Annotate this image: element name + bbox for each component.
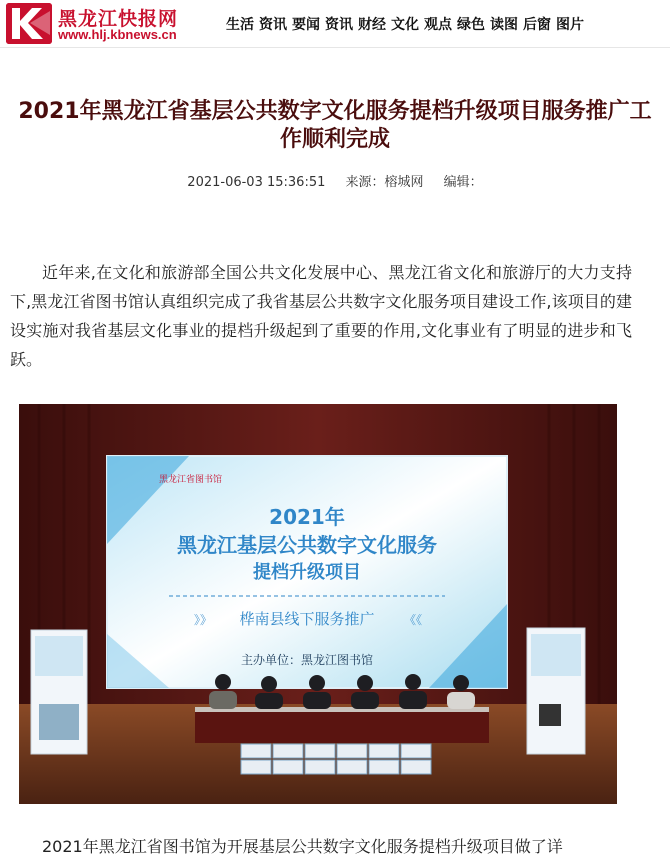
nav-item-yaowen[interactable]: 要闻 xyxy=(292,17,320,33)
event-photo-illustration xyxy=(19,404,617,804)
svg-text:《《: 《《 xyxy=(404,613,423,627)
screen-line-2: 提档升级项目 xyxy=(253,562,361,583)
article-paragraph-1: 近年来,在文化和旅游部全国公共文化发展中心、黑龙江省文化和旅游厅的大力支持下,黑龙江省图书馆认真组织完成了我省基层公共数字文化服务项目建设工作,该项目的建设实施对我省基层文化事业的提档升级起到了重要的作用,文化事业有了明显的进步和飞跃。 xyxy=(10,263,632,369)
logo-url: www.hlj.kbnews.cn xyxy=(58,27,177,42)
logo-name: 黑龙江快报网 xyxy=(58,8,179,30)
nav-item-lvse[interactable]: 绿色 xyxy=(457,17,485,33)
screen-line-1: 黑龙江基层公共数字文化服务 xyxy=(177,533,437,557)
svg-text:》》: 》》 xyxy=(194,613,213,627)
screen-banner: 桦南县线下服务推广 xyxy=(239,610,375,628)
nav-item-wenhua[interactable]: 文化 xyxy=(391,17,419,33)
nav-item-zixun[interactable]: 资讯 xyxy=(259,17,287,33)
screen-year: 2021年 xyxy=(269,505,345,529)
logo-mark-icon xyxy=(6,3,52,44)
nav-item-zixun-2[interactable]: 资讯 xyxy=(325,17,353,33)
site-logo[interactable] xyxy=(6,3,211,44)
screen-host: 主办单位：黑龙江图书馆 xyxy=(240,653,374,667)
article-paragraph-2: 2021年黑龙江省图书馆为开展基层公共数字文化服务提档升级项目做了详 xyxy=(42,837,563,856)
article-editor: 编辑： xyxy=(443,175,483,190)
article-photo xyxy=(19,404,617,804)
main-nav xyxy=(226,14,589,34)
article-title: 2021年黑龙江省基层公共数字文化服务提档升级项目服务推广工作顺利完成 xyxy=(18,99,652,152)
nav-item-caijing[interactable]: 财经 xyxy=(358,17,386,33)
nav-item-shenghuo[interactable]: 生活 xyxy=(226,17,254,33)
article-source: 来源：榕城网 xyxy=(345,175,424,190)
screen-logo: 黑龙江省图书馆 xyxy=(159,475,223,485)
nav-item-dutu[interactable]: 读图 xyxy=(490,17,518,33)
site-header xyxy=(0,0,670,48)
nav-item-guandian[interactable]: 观点 xyxy=(424,17,452,33)
article-date: 2021-06-03 15:36:51 xyxy=(187,175,326,190)
nav-item-houchuang[interactable]: 后窗 xyxy=(523,17,551,33)
nav-item-tupian[interactable]: 图片 xyxy=(556,17,584,33)
article-meta xyxy=(0,171,670,190)
